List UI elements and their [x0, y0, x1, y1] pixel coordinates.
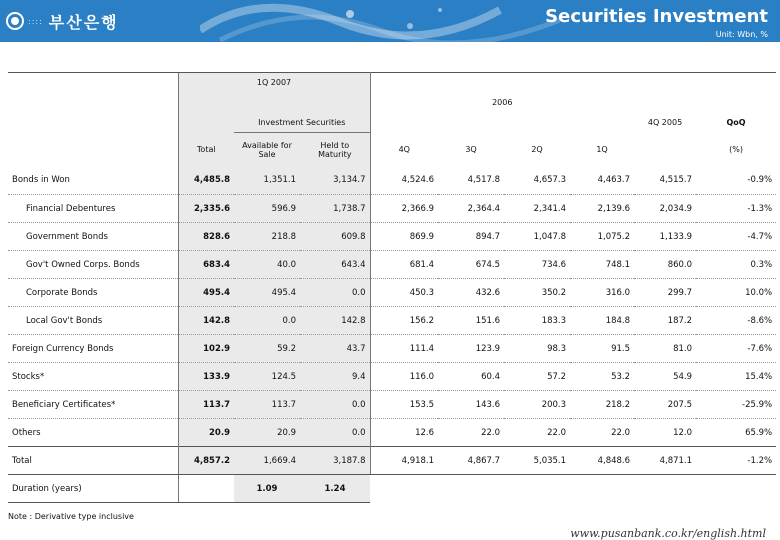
cell-htm: 609.8 [300, 223, 370, 251]
cell-q2005: 4,871.1 [634, 447, 696, 475]
cell-htm: 0.0 [300, 391, 370, 419]
cell-q3: 4,517.8 [438, 167, 504, 195]
header-3q: 3Q [465, 145, 477, 154]
cell-q4: 4,918.1 [370, 447, 438, 475]
header-4q2005: 4Q 2005 [647, 118, 683, 127]
duration-htm: 1.24 [300, 475, 370, 503]
cell-q2: 98.3 [504, 335, 570, 363]
row-label: Financial Debentures [8, 195, 178, 223]
cell-htm: 3,187.8 [300, 447, 370, 475]
table-row [8, 279, 776, 307]
cell-q1: 4,848.6 [570, 447, 634, 475]
cell-total: 4,857.2 [178, 447, 234, 475]
bank-logo [0, 0, 200, 42]
cell-q2005: 81.0 [634, 335, 696, 363]
cell-q3: 4,867.7 [438, 447, 504, 475]
cell-q3: 674.5 [438, 251, 504, 279]
cell-afs: 218.8 [234, 223, 300, 251]
table-row [8, 307, 776, 335]
cell-q2: 4,657.3 [504, 167, 570, 195]
cell-afs: 59.2 [234, 335, 300, 363]
cell-q4: 156.2 [370, 307, 438, 335]
cell-q4: 681.4 [370, 251, 438, 279]
cell-htm: 643.4 [300, 251, 370, 279]
row-label: Foreign Currency Bonds [8, 335, 178, 363]
securities-table [8, 72, 776, 503]
row-label: Total [8, 447, 178, 475]
cell-total: 142.8 [178, 307, 234, 335]
cell-total: 133.9 [178, 363, 234, 391]
cell-qoq: 0.3% [696, 251, 776, 279]
table-row [8, 167, 776, 195]
cell-q1: 316.0 [570, 279, 634, 307]
cell-q2: 183.3 [504, 307, 570, 335]
cell-q2: 2,341.4 [504, 195, 570, 223]
cell-q3: 894.7 [438, 223, 504, 251]
cell-htm: 0.0 [300, 419, 370, 447]
header-afs: Available for Sale [234, 133, 300, 167]
cell-htm: 9.4 [300, 363, 370, 391]
cell-q3: 60.4 [438, 363, 504, 391]
cell-q4: 153.5 [370, 391, 438, 419]
table-row [8, 391, 776, 419]
table-row [8, 195, 776, 223]
table-row [8, 419, 776, 447]
header-htm: Held to Maturity [300, 133, 370, 167]
cell-qoq: -1.3% [696, 195, 776, 223]
page-title: Securities Investment [545, 6, 768, 27]
row-label: Local Gov't Bonds [8, 307, 178, 335]
cell-q3: 151.6 [438, 307, 504, 335]
cell-q3: 143.6 [438, 391, 504, 419]
cell-afs: 1,351.1 [234, 167, 300, 195]
header-total: Total [178, 133, 234, 167]
duration-row [8, 475, 776, 503]
table-row [8, 223, 776, 251]
website-url: www.pusanbank.co.kr/english.html [570, 527, 766, 540]
cell-q1: 184.8 [570, 307, 634, 335]
cell-q2005: 1,133.9 [634, 223, 696, 251]
cell-afs: 495.4 [234, 279, 300, 307]
header-decoration [200, 0, 560, 42]
footnote: Note : Derivative type inclusive [8, 512, 134, 521]
cell-q2005: 12.0 [634, 419, 696, 447]
cell-total: 495.4 [178, 279, 234, 307]
cell-htm: 0.0 [300, 279, 370, 307]
table-row [8, 447, 776, 475]
cell-qoq: -0.9% [696, 167, 776, 195]
cell-total: 683.4 [178, 251, 234, 279]
header-2006: 2006 [492, 98, 513, 107]
header-qoq-unit: (%) [729, 145, 743, 154]
cell-total: 113.7 [178, 391, 234, 419]
cell-qoq: -4.7% [696, 223, 776, 251]
row-label: Gov't Owned Corps. Bonds [8, 251, 178, 279]
cell-afs: 113.7 [234, 391, 300, 419]
cell-htm: 43.7 [300, 335, 370, 363]
header-investment-securities: Investment Securities [234, 113, 370, 133]
cell-qoq: -1.2% [696, 447, 776, 475]
cell-q4: 116.0 [370, 363, 438, 391]
cell-q3: 22.0 [438, 419, 504, 447]
unit-label: Unit: Wbn, % [715, 30, 768, 39]
cell-q1: 218.2 [570, 391, 634, 419]
row-label: Stocks* [8, 363, 178, 391]
cell-q2: 1,047.8 [504, 223, 570, 251]
cell-total: 828.6 [178, 223, 234, 251]
cell-q1: 53.2 [570, 363, 634, 391]
cell-qoq: -8.6% [696, 307, 776, 335]
header-2q: 2Q [531, 145, 543, 154]
cell-q1: 22.0 [570, 419, 634, 447]
cell-qoq: -7.6% [696, 335, 776, 363]
cell-afs: 1,669.4 [234, 447, 300, 475]
cell-q3: 432.6 [438, 279, 504, 307]
cell-q2: 57.2 [504, 363, 570, 391]
row-label: Government Bonds [8, 223, 178, 251]
table-row [8, 363, 776, 391]
row-label: Corporate Bonds [8, 279, 178, 307]
cell-afs: 596.9 [234, 195, 300, 223]
cell-htm: 3,134.7 [300, 167, 370, 195]
cell-q4: 4,524.6 [370, 167, 438, 195]
cell-q1: 748.1 [570, 251, 634, 279]
table-row [8, 335, 776, 363]
row-label: Beneficiary Certificates* [8, 391, 178, 419]
cell-htm: 1,738.7 [300, 195, 370, 223]
cell-q2: 5,035.1 [504, 447, 570, 475]
cell-total: 4,485.8 [178, 167, 234, 195]
cell-qoq: 10.0% [696, 279, 776, 307]
cell-q1: 1,075.2 [570, 223, 634, 251]
cell-q2: 734.6 [504, 251, 570, 279]
cell-qoq: 65.9% [696, 419, 776, 447]
cell-q2005: 207.5 [634, 391, 696, 419]
cell-afs: 20.9 [234, 419, 300, 447]
cell-q2005: 187.2 [634, 307, 696, 335]
cell-afs: 124.5 [234, 363, 300, 391]
cell-q4: 12.6 [370, 419, 438, 447]
cell-q1: 91.5 [570, 335, 634, 363]
cell-total: 102.9 [178, 335, 234, 363]
cell-qoq: 15.4% [696, 363, 776, 391]
cell-afs: 40.0 [234, 251, 300, 279]
logo-emblem-icon [6, 12, 24, 30]
cell-q2005: 299.7 [634, 279, 696, 307]
cell-q2: 200.3 [504, 391, 570, 419]
cell-q4: 450.3 [370, 279, 438, 307]
cell-q4: 2,366.9 [370, 195, 438, 223]
cell-q2: 350.2 [504, 279, 570, 307]
row-label: Others [8, 419, 178, 447]
cell-qoq: -25.9% [696, 391, 776, 419]
cell-q2005: 54.9 [634, 363, 696, 391]
cell-q2005: 4,515.7 [634, 167, 696, 195]
table-row [8, 251, 776, 279]
header-4q: 4Q [398, 145, 410, 154]
cell-q2005: 2,034.9 [634, 195, 696, 223]
cell-total: 2,335.6 [178, 195, 234, 223]
duration-label: Duration (years) [8, 475, 178, 503]
cell-q4: 869.9 [370, 223, 438, 251]
logo-text: 부산은행 [48, 12, 119, 32]
cell-q3: 123.9 [438, 335, 504, 363]
cell-total: 20.9 [178, 419, 234, 447]
header-1q2007: 1Q 2007 [178, 73, 370, 93]
header-1q: 1Q [596, 145, 608, 154]
cell-q2: 22.0 [504, 419, 570, 447]
cell-q2005: 860.0 [634, 251, 696, 279]
cell-q4: 111.4 [370, 335, 438, 363]
cell-afs: 0.0 [234, 307, 300, 335]
header-qoq: QoQ [726, 118, 746, 127]
cell-q1: 4,463.7 [570, 167, 634, 195]
logo-dots: :::: [28, 16, 43, 26]
cell-htm: 142.8 [300, 307, 370, 335]
row-label: Bonds in Won [8, 167, 178, 195]
duration-afs: 1.09 [234, 475, 300, 503]
cell-q3: 2,364.4 [438, 195, 504, 223]
cell-q1: 2,139.6 [570, 195, 634, 223]
